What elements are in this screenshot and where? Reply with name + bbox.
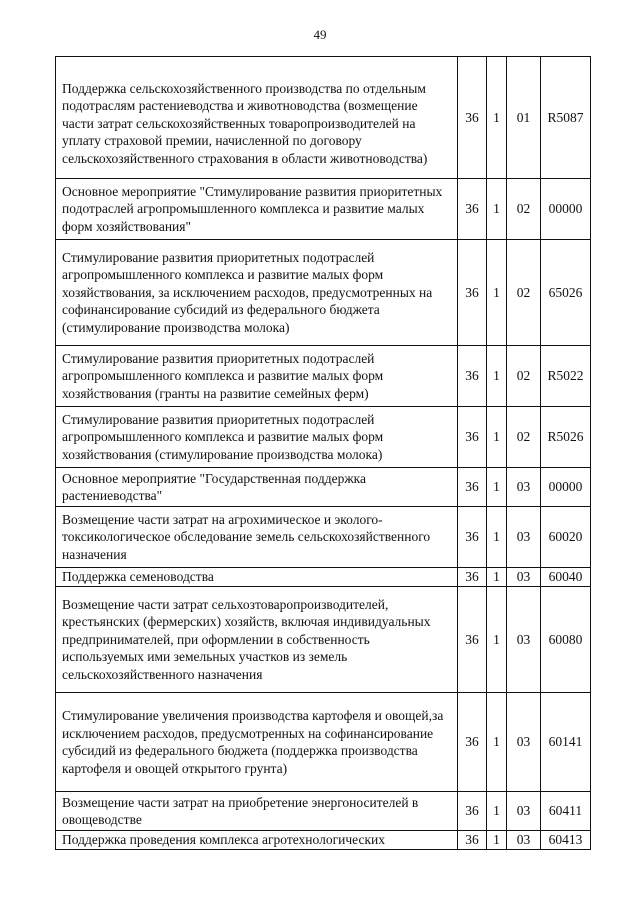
row-section-cell: 36 (458, 507, 487, 568)
row-description: Возмещение части затрат сельхозтоваропроизводителей, крестьянских (фермерских) хозяйств, включая индивидуальных предпринимателей, при оформлении в собственность используемых ими земельных участков из земель сельскохозяйственного назначения (62, 596, 431, 682)
row-subsection-cell: 1 (487, 792, 507, 831)
row-section-cell: 36 (458, 587, 487, 693)
table-row (56, 407, 591, 468)
row-code-cell: 00000 (541, 468, 591, 507)
row-description-cell (56, 792, 458, 831)
row-section-cell: 36 (458, 831, 487, 850)
row-section-cell: 36 (458, 693, 487, 792)
row-code-cell: R5087 (541, 57, 591, 179)
row-description: Возмещение части затрат на агрохимическое и эколого-токсикологическое обследование земель сельскохозяйственного назначения (62, 511, 431, 562)
row-subsection-cell: 1 (487, 407, 507, 468)
row-description: Стимулирование развития приоритетных подотраслей агропромышленного комплекса и развитие малых форм хозяйствования (гранты на развитие семейных ферм) (62, 350, 384, 401)
row-program-cell: 03 (507, 507, 541, 568)
row-description: Стимулирование развития приоритетных подотраслей агропромышленного комплекса и развитие малых форм хозяйствования, за исключением расходов, предусмотренных на софинансирование субсидий из федерального бюджета (стимулирование производства молока) (62, 249, 433, 335)
row-code-cell: 65026 (541, 240, 591, 346)
row-program-cell: 03 (507, 587, 541, 693)
row-code-cell: 60020 (541, 507, 591, 568)
row-description-cell (56, 693, 458, 792)
row-subsection-cell: 1 (487, 587, 507, 693)
row-description-cell (56, 831, 458, 850)
row-code-cell: 00000 (541, 179, 591, 240)
row-code-cell: 60411 (541, 792, 591, 831)
row-program-cell: 02 (507, 407, 541, 468)
row-description-cell (56, 179, 458, 240)
row-subsection-cell: 1 (487, 693, 507, 792)
row-program-cell: 03 (507, 693, 541, 792)
table-row (56, 568, 591, 587)
row-code-cell: 60080 (541, 587, 591, 693)
row-description: Поддержка проведения комплекса агротехнологических (62, 832, 385, 848)
row-description: Поддержка сельскохозяйственного производства по отдельным подотраслям растениеводства и животноводства (возмещение части затрат сельскохозяйственных товаропроизводителей на уплату страховой премии, начисленной по договору сельскохозяйственного страхования в области животноводства) (62, 80, 428, 166)
row-code-cell: 60040 (541, 568, 591, 587)
row-program-cell: 03 (507, 568, 541, 587)
row-section-cell: 36 (458, 179, 487, 240)
table-row (56, 179, 591, 240)
row-section-cell: 36 (458, 346, 487, 407)
row-code-cell: 60141 (541, 693, 591, 792)
row-subsection-cell: 1 (487, 468, 507, 507)
row-description: Стимулирование развития приоритетных подотраслей агропромышленного комплекса и развитие малых форм хозяйствования (стимулирование производства молока) (62, 411, 384, 462)
table-row (56, 57, 591, 179)
row-description: Стимулирование увеличения производства картофеля и овощей,за исключением расходов, предусмотренных на софинансирование субсидий из федерального бюджета (поддержка производства картофеля и овощей открытого грунта) (62, 708, 444, 776)
row-description-cell (56, 57, 458, 179)
row-program-cell: 03 (507, 468, 541, 507)
table-row (56, 693, 591, 792)
page-number: 49 (313, 27, 327, 42)
table-row (56, 240, 591, 346)
row-description-cell (56, 468, 458, 507)
row-code-cell: R5022 (541, 346, 591, 407)
row-section-cell: 36 (458, 568, 487, 587)
row-code-cell: R5026 (541, 407, 591, 468)
row-description-cell (56, 587, 458, 693)
row-section-cell: 36 (458, 407, 487, 468)
table-row (56, 792, 591, 831)
row-subsection-cell: 1 (487, 57, 507, 179)
row-program-cell: 01 (507, 57, 541, 179)
row-description-cell (56, 407, 458, 468)
row-subsection-cell: 1 (487, 831, 507, 850)
table-row (56, 468, 591, 507)
table-row (56, 507, 591, 568)
row-description: Поддержка семеноводства (62, 569, 214, 585)
row-program-cell: 02 (507, 346, 541, 407)
row-program-cell: 02 (507, 179, 541, 240)
row-section-cell: 36 (458, 792, 487, 831)
row-description: Основное мероприятие "Стимулирование развития приоритетных подотраслей агропромышленного комплекса и развитие малых форм хозяйствования" (62, 183, 443, 234)
row-description-cell (56, 568, 458, 587)
row-subsection-cell: 1 (487, 179, 507, 240)
row-description-cell (56, 240, 458, 346)
row-subsection-cell: 1 (487, 507, 507, 568)
table-row (56, 587, 591, 693)
budget-table (55, 56, 591, 850)
row-subsection-cell: 1 (487, 240, 507, 346)
row-description-cell (56, 507, 458, 568)
row-subsection-cell: 1 (487, 568, 507, 587)
row-program-cell: 03 (507, 792, 541, 831)
row-program-cell: 02 (507, 240, 541, 346)
budget-table-body (56, 57, 591, 850)
row-section-cell: 36 (458, 468, 487, 507)
row-description: Основное мероприятие "Государственная поддержка растениеводства" (62, 470, 367, 503)
row-section-cell: 36 (458, 240, 487, 346)
row-description: Возмещение части затрат на приобретение энергоносителей в овощеводстве (62, 794, 419, 827)
table-row (56, 831, 591, 850)
row-code-cell: 60413 (541, 831, 591, 850)
row-section-cell: 36 (458, 57, 487, 179)
table-row (56, 346, 591, 407)
row-subsection-cell: 1 (487, 346, 507, 407)
row-program-cell: 03 (507, 831, 541, 850)
row-description-cell (56, 346, 458, 407)
